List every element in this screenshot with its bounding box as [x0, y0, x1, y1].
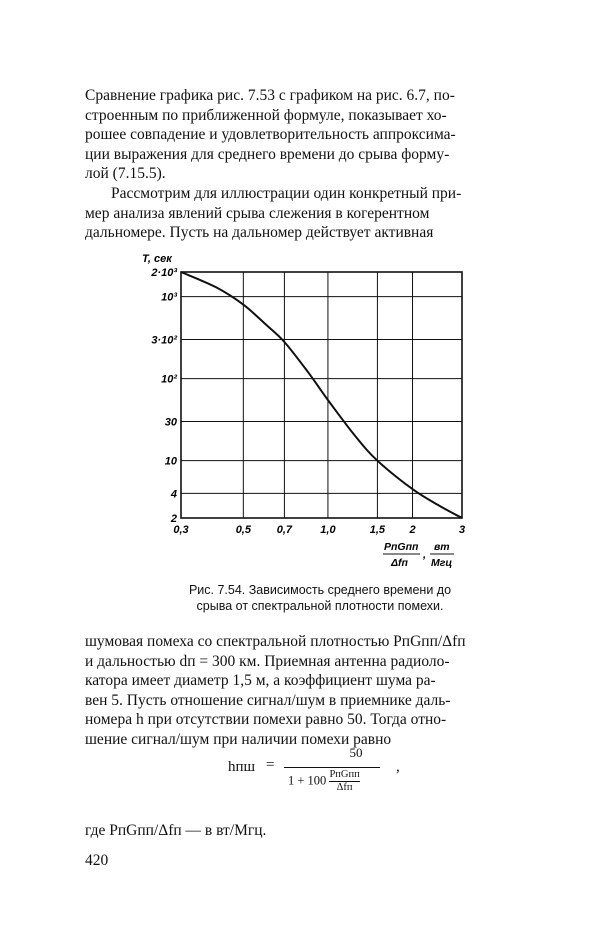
y-axis-label: T, сек	[142, 253, 172, 265]
inner-fraction-denominator: Δfп	[336, 782, 353, 793]
text-line: ции выражения для среднего времени до срыва форму-	[85, 145, 450, 163]
text-line: шение сигнал/шум при наличии помехи равно	[85, 730, 392, 748]
x-label-numerator: PпGпп	[384, 541, 419, 553]
text-line: номера h при отсутствии помехи равно 50. Тогда отно-	[85, 711, 447, 729]
text-line: лой (7.15.5).	[85, 165, 166, 183]
series-line-T	[181, 272, 462, 518]
text-line: катора имеет диаметр 1,5 м, а коэффициент шума ра-	[85, 672, 436, 690]
x-tick-labels	[173, 524, 465, 536]
x-tick-label: 2	[409, 524, 416, 536]
x-tick-label: 0,7	[276, 524, 293, 536]
y-tick-label: 2·10³	[151, 267, 177, 279]
chart-grid	[181, 272, 462, 518]
caption-line-2: срыва от спектральной плотности помехи.	[196, 599, 444, 613]
x-tick-label: 0,5	[235, 524, 251, 536]
text-line: мер анализа явлений срыва слежения в когерентном	[85, 204, 430, 222]
y-tick-label: 10	[164, 455, 177, 468]
text-line: вен 5. Пусть отношение сигнал/шум в приемнике даль-	[85, 691, 451, 709]
text-line: и дальностью dп = 300 км. Приемная антенна радиоло-	[85, 652, 450, 670]
y-tick-label: 10³	[161, 291, 177, 304]
time-vs-noise-density-chart	[140, 248, 485, 578]
page-number: 420	[85, 852, 109, 869]
formula-inner-fraction	[329, 769, 359, 794]
formula-fraction-bar	[284, 767, 380, 768]
y-tick-label: 3·10²	[151, 334, 177, 347]
text-line: дальномере. Пусть на дальномер действует активная	[85, 224, 434, 242]
y-tick-label: 30	[164, 416, 177, 429]
figure-caption	[160, 582, 480, 614]
x-tick-label: 1,5	[369, 524, 386, 536]
text-line: Рассмотрим для иллюстрации один конкретный при-	[111, 185, 462, 202]
formula-trailing-comma: ,	[396, 759, 400, 775]
y-tick-label: 4	[170, 488, 177, 501]
text-line: шумовая помеха со спектральной плотностью PпGпп/Δfп	[85, 633, 466, 650]
plot-frame	[181, 272, 462, 518]
formula-denominator	[288, 769, 360, 794]
y-tick-labels	[150, 267, 178, 525]
paragraph-1	[85, 86, 541, 184]
x-tick-label: 3	[458, 524, 466, 536]
y-tick-label: 2	[170, 513, 177, 525]
x-tick-label: 1,0	[320, 524, 336, 536]
x-label-unit-numerator: вт	[434, 541, 450, 553]
inner-fraction-numerator: PпGпп	[329, 769, 360, 780]
caption-line-1: Рис. 7.54. Зависимость среднего времени до	[188, 583, 452, 597]
x-axis-label	[383, 541, 454, 569]
signal-noise-formula	[228, 745, 428, 815]
text-line: Сравнение графика рис. 7.53 с графиком на рис. 6.7, по-	[85, 87, 455, 104]
formula-denominator-prefix: 1 + 100	[288, 773, 327, 788]
x-label-unit-denominator: Мгц	[431, 557, 453, 569]
paragraph-2	[85, 184, 541, 243]
text-line: строенным по приближенной формуле, показывает хо-	[85, 106, 447, 124]
formula-equals: =	[266, 757, 275, 773]
formula-lhs: hпш	[228, 759, 256, 775]
paragraph-3	[85, 632, 541, 750]
tail-text: где PпGпп/Δfп — в вт/Мгц.	[85, 822, 267, 839]
x-label-denominator: Δfп	[391, 557, 408, 569]
formula-numerator: 50	[349, 745, 363, 760]
text-line: рошее совпадение и удовлетворительность аппроксима-	[85, 126, 456, 144]
y-tick-label: 10²	[161, 373, 177, 386]
x-tick-label: 0,3	[173, 524, 189, 536]
x-label-comma: ,	[423, 549, 427, 561]
